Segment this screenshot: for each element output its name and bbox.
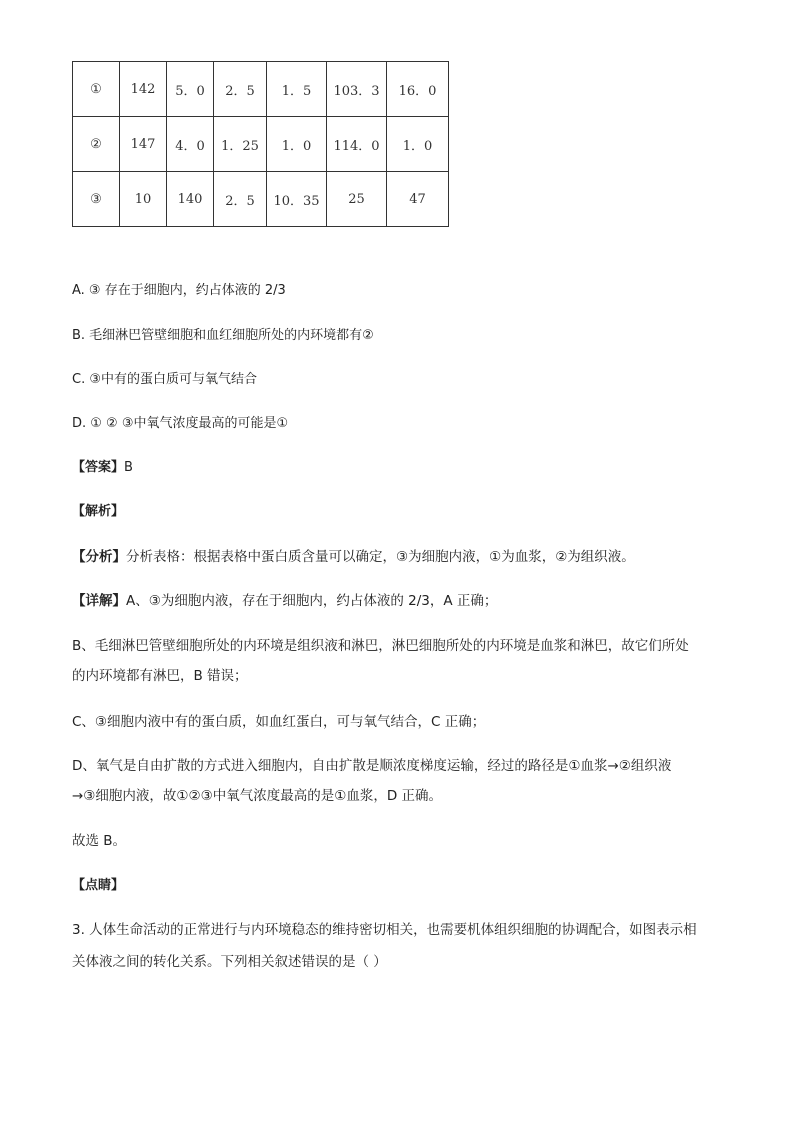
table-cell: 142 — [120, 62, 167, 117]
answer-tag: 【答案】 — [72, 460, 125, 475]
table-cell: 1．25 — [214, 117, 267, 172]
xiangjie-line — [72, 591, 497, 611]
table-cell: 25 — [327, 172, 387, 227]
detail-c-line: C、③细胞内液中有的蛋白质，如血红蛋白，可与氧气结合，C 正确； — [72, 714, 486, 730]
row-label-cell: ② — [73, 117, 120, 172]
table-cell: 2．5 — [214, 172, 267, 227]
xiangjie-tag: 【详解】 — [72, 593, 126, 609]
fenxi-text: 分析表格：根据表格中蛋白质含量可以确定，③为细胞内液，①为血浆，②为组织液。 — [126, 549, 635, 565]
table-row — [73, 62, 449, 117]
table-cell: 1．0 — [267, 117, 327, 172]
xiangjie-text: A、③为细胞内液，存在于细胞内，约占体液的 2/3，A 正确； — [126, 593, 498, 609]
table-cell: 2．5 — [214, 62, 267, 117]
question-3-line-1: 3. 人体生命活动的正常进行与内环境稳态的维持密切相关，也需要机体组织细胞的协调配合，如图表示相 — [72, 922, 697, 938]
table-cell: 147 — [120, 117, 167, 172]
option-d: D. ① ② ③中氧气浓度最高的可能是① — [72, 416, 289, 431]
table-cell: 103．3 — [327, 62, 387, 117]
table-row — [73, 117, 449, 172]
table-cell: 47 — [387, 172, 449, 227]
table-cell: 114．0 — [327, 117, 387, 172]
table-cell: 1．0 — [387, 117, 449, 172]
table-cell: 10 — [120, 172, 167, 227]
dianjing-tag: 【点睛】 — [72, 878, 125, 893]
question-3-line-2: 关体液之间的转化关系。下列相关叙述错误的是（ ） — [72, 954, 387, 970]
answer-value: B — [124, 460, 133, 475]
table-cell: 5．0 — [167, 62, 214, 117]
fenxi-line — [72, 547, 635, 567]
option-b: B. 毛细淋巴管壁细胞和血红细胞所处的内环境都有② — [72, 328, 374, 343]
analysis-tag: 【解析】 — [72, 504, 125, 519]
row-label-cell: ③ — [73, 172, 120, 227]
detail-d-line-2: →③细胞内液，故①②③中氧气浓度最高的是①血浆，D 正确。 — [72, 788, 443, 804]
ion-content-table — [72, 61, 449, 227]
detail-b-line-2: 的内环境都有淋巴，B 错误； — [72, 668, 248, 684]
fenxi-tag: 【分析】 — [72, 549, 126, 565]
conclusion-line: 故选 B。 — [72, 833, 127, 849]
option-c: C. ③中有的蛋白质可与氧气结合 — [72, 372, 257, 387]
table-row — [73, 172, 449, 227]
table-cell: 4．0 — [167, 117, 214, 172]
table-cell: 1．5 — [267, 62, 327, 117]
table-cell: 10．35 — [267, 172, 327, 227]
answer-line — [72, 458, 133, 478]
detail-b-line-1: B、毛细淋巴管壁细胞所处的内环境是组织液和淋巴，淋巴细胞所处的内环境是血浆和淋巴，故它们所处 — [72, 638, 689, 654]
table-cell: 140 — [167, 172, 214, 227]
option-a: A. ③ 存在于细胞内，约占体液的 2/3 — [72, 283, 286, 298]
table-cell: 16．0 — [387, 62, 449, 117]
row-label-cell: ① — [73, 62, 120, 117]
detail-d-line-1: D、氧气是自由扩散的方式进入细胞内，自由扩散是顺浓度梯度运输，经过的路径是①血浆→②组织液 — [72, 758, 672, 774]
